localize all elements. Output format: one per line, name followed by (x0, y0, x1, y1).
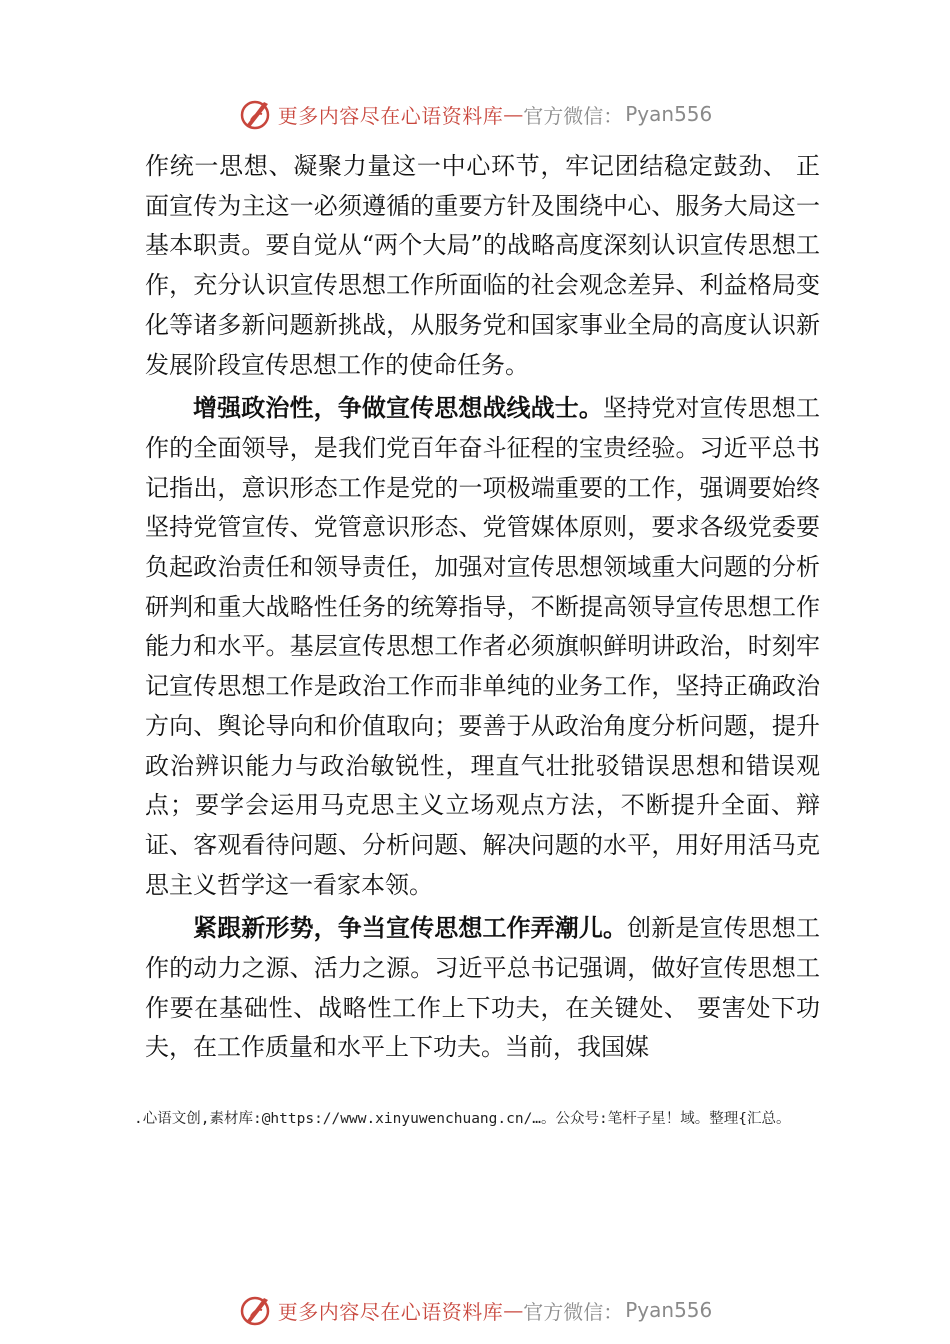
paragraph-3-heading: 紧跟新形势，争当宣传思想工作弄潮儿。 (193, 914, 628, 943)
quill-pen-seal-icon (238, 1292, 274, 1328)
quill-pen-seal-icon (238, 96, 274, 132)
paragraph-1-text: 作统一思想、凝聚力量这一中心环节，牢记团结稳定鼓劲、 正面宣传为主这一必须遵循的重要方针及围绕中心、服务大局这一基本职责。要自觉从“两个大局”的战略高度深刻认识宣传思想工作，充分认识宣传思想工作所面临的社会观念差异、利益格局变化等诸多新问题新挑战，从服务党和国家事业全局的高度认识新发展阶段宣传思想工作的使命任务。 (145, 152, 820, 379)
paragraph-2 (145, 389, 820, 905)
paragraph-1 (145, 147, 820, 385)
document-body (145, 147, 820, 1068)
banner-separator: — (503, 102, 524, 126)
banner-brand: 更多内容尽在心语资料库 (277, 103, 504, 128)
footer-banner-brand: 更多内容尽在心语资料库 (277, 1299, 504, 1324)
paragraph-2-heading: 增强政治性，争做宣传思想战线战士。 (193, 394, 604, 423)
paragraph-3-text: 创新是宣传思想工作的动力之源、活力之源。习近平总书记强调，做好宣传思想工作要在基础性、战略性工作上下功夫，在关键处、 要害处下功夫，在工作质量和水平上下功夫。当前，我国媒 (145, 914, 821, 1062)
header-banner (0, 92, 950, 136)
footer-banner-separator: — (503, 1298, 524, 1322)
paragraph-2-text: 坚持党对宣传思想工作的全面领导，是我们党百年奋斗征程的宝贵经验。习近平总书记指出，意识形态工作是党的一项极端重要的工作，强调要始终坚持党管宣传、党管意识形态、党管媒体原则，要求各级党委要负起政治责任和领导责任，加强对宣传思想领域重大问题的分析研判和重大战略性任务的统筹指导，不断提高领导宣传思想工作能力和水平。基层宣传思想工作者必须旗帜鲜明讲政治，时刻牢记宣传思想工作是政治工作而非单纯的业务工作，坚持正确政治方向、舆论导向和价值取向；要善于从政治角度分析问题，提升政治辨识能力与政治敏锐性，理直气壮批驳错误思想和错误观点；要学会运用马克思主义立场观点方法，不断提升全面、辩证、客观看待问题、分析问题、解决问题的水平，用好用活马克思主义哲学这一看家本领。 (145, 394, 821, 899)
footer-banner-wechat-id: Pyan556 (625, 1298, 713, 1322)
banner-official-label: 官方微信： (523, 103, 624, 128)
paragraph-3 (145, 909, 820, 1068)
footer-banner (0, 1288, 950, 1332)
footer-banner-official-label: 官方微信： (523, 1299, 624, 1324)
banner-wechat-id: Pyan556 (625, 102, 713, 126)
source-footnote: .心语文创,素材库:@https://www.xinyuwenchuang.cn/…。公众号:笔杆子星！域。整理{汇总。 (134, 1111, 791, 1127)
